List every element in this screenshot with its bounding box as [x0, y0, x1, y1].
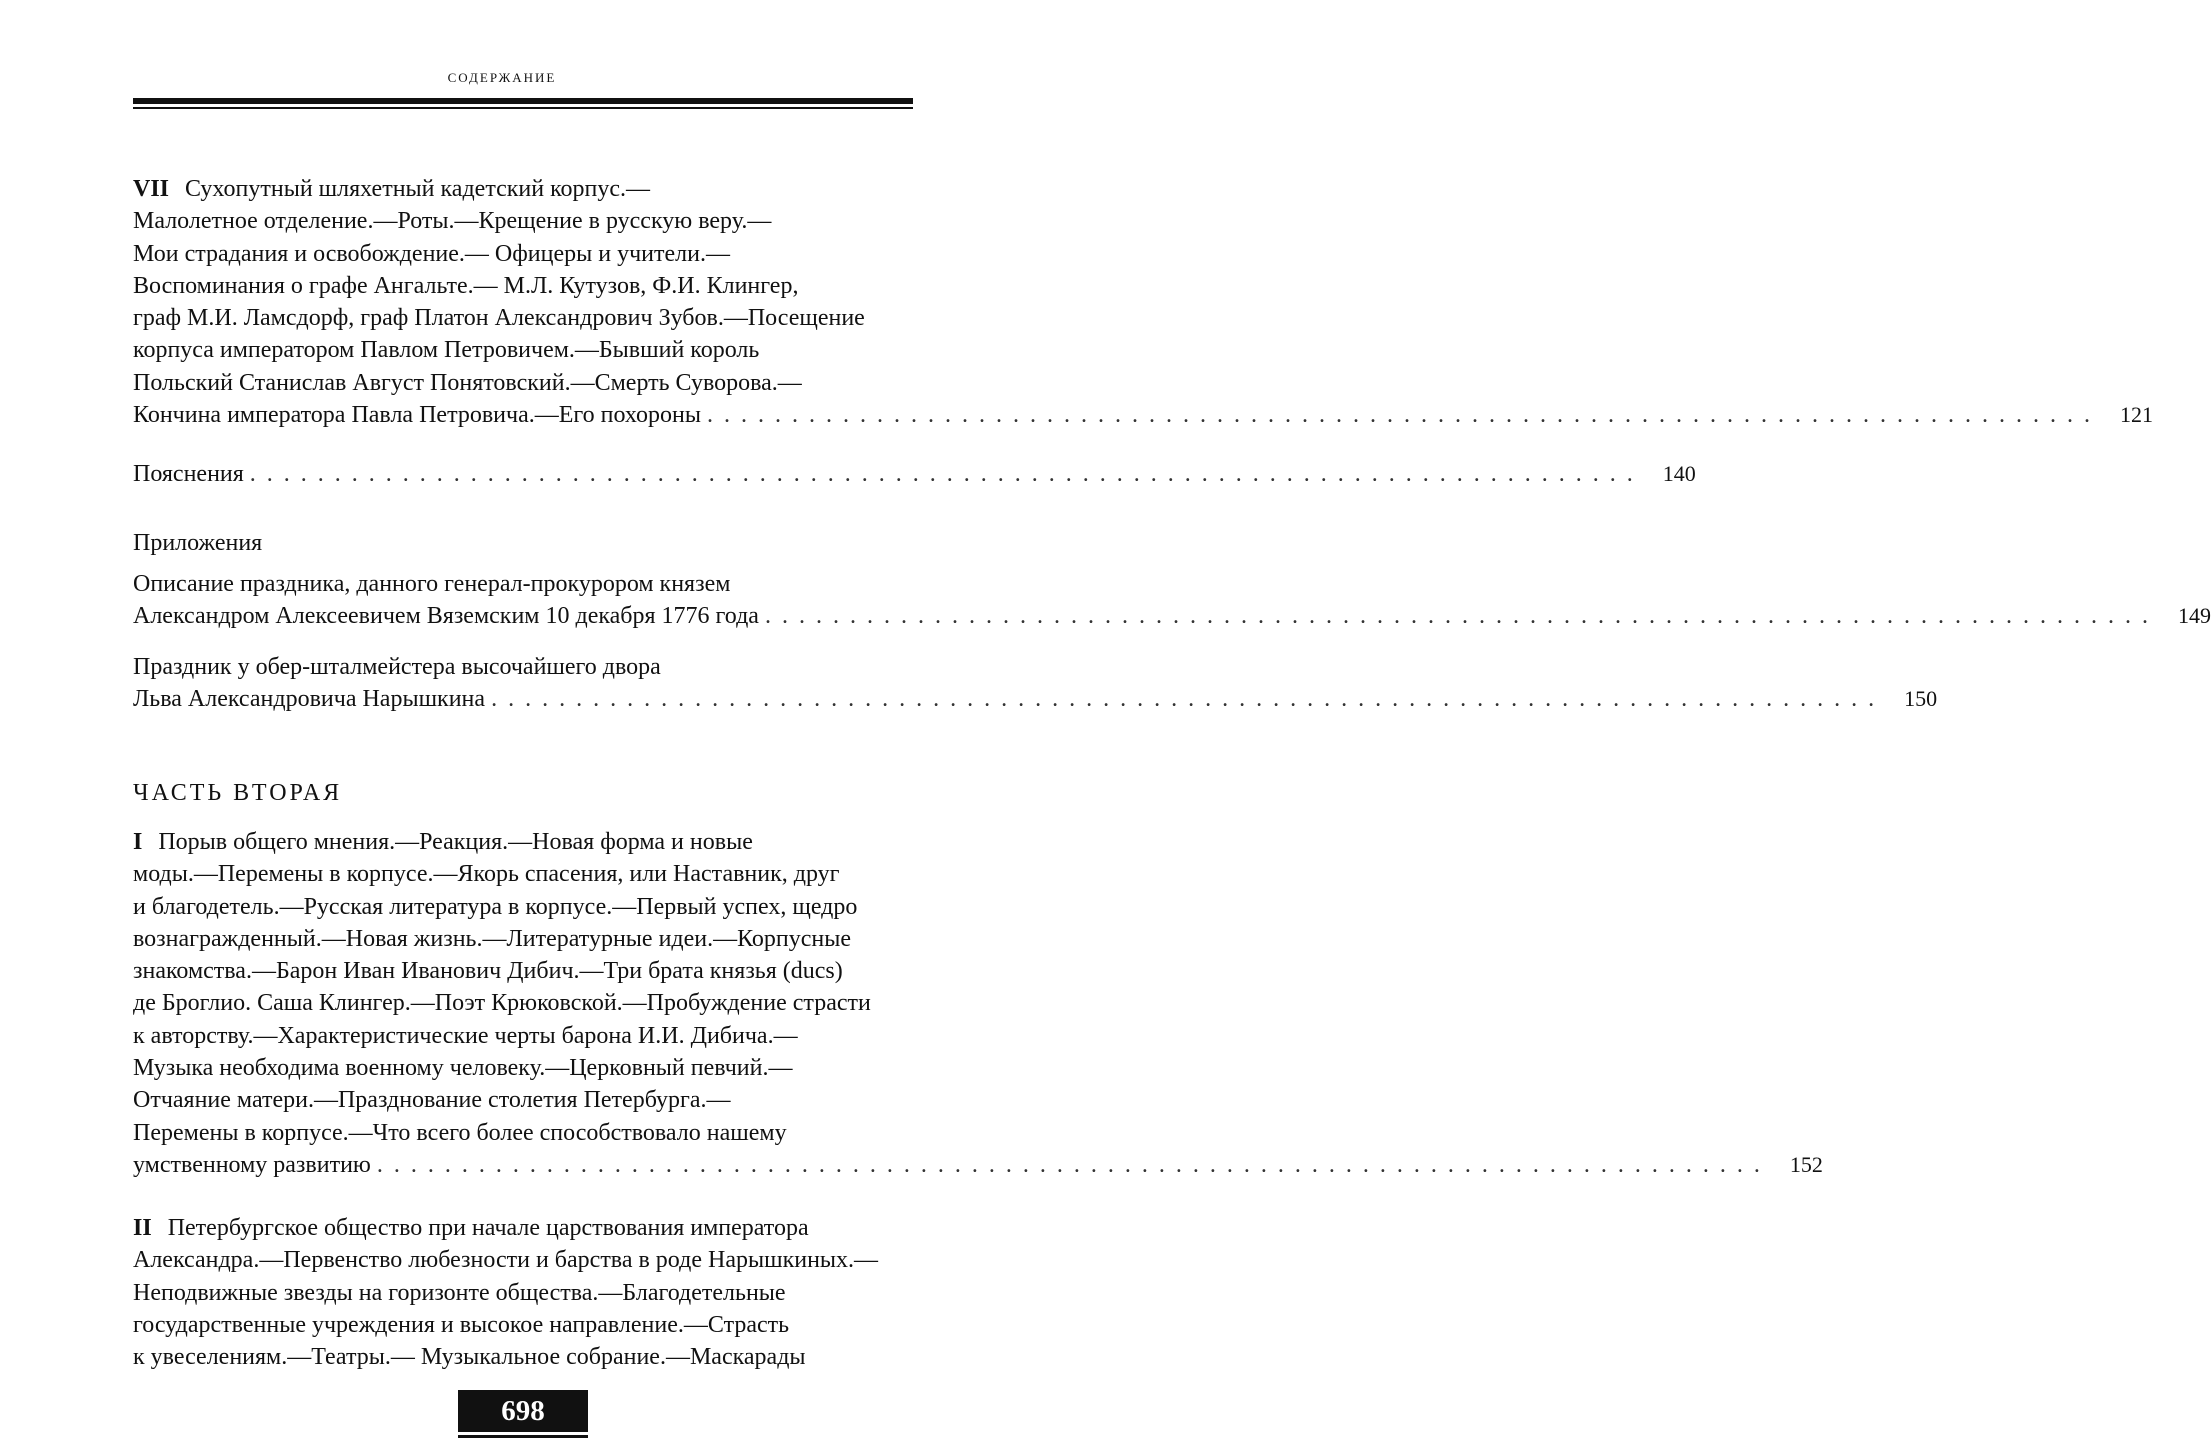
toc-line: Праздник у обер-шталмейстера высочайшего двора	[133, 654, 661, 680]
page-number: 140	[1662, 461, 1696, 486]
page-number: 149	[2177, 603, 2211, 629]
toc-line-text: Пояснения	[133, 461, 244, 487]
toc-line	[133, 600, 2211, 632]
part-two-heading: ЧАСТЬ ВТОРАЯ	[133, 780, 343, 806]
toc-line	[133, 826, 913, 858]
toc-entry-notes[interactable]	[133, 458, 1696, 490]
toc-line: Описание праздника, данного генерал-прокурором князем	[133, 571, 731, 597]
dot-leader: ..................................................................................	[249, 461, 1644, 487]
page-number: 121	[2119, 402, 2153, 428]
toc-line: граф М.И. Ламсдорф, граф Платон Александрович Зубов.—Посещение	[133, 305, 865, 332]
header-rule-thin	[133, 107, 913, 109]
chapter-numeral: I	[133, 829, 143, 855]
toc-line	[133, 173, 913, 205]
dot-leader: ..................................................................................	[376, 1151, 1771, 1178]
toc-line: к авторству.—Характеристические черты барона И.И. Дибича.—	[133, 1022, 798, 1049]
toc-line: Отчаяние матери.—Празднование столетия Петербурга.—	[133, 1087, 731, 1114]
dot-leader: ..................................................................................	[491, 686, 1886, 713]
toc-line: Малолетное отделение.—Роты.—Крещение в русскую веру.—	[133, 208, 772, 235]
toc-line: государственные учреждения и высокое направление.—Страсть	[133, 1311, 790, 1338]
toc-line: Перемены в корпусе.—Что всего более способствовало нашему	[133, 1119, 787, 1146]
toc-line: корпуса императором Павлом Петровичем.—Бывший король	[133, 337, 760, 364]
toc-line-text: Александром Алексеевичем Вяземским 10 декабря 1776 года	[133, 603, 759, 630]
toc-line: моды.—Перемены в корпусе.—Якорь спасения, или Наставник, друг	[133, 861, 840, 888]
page-number: 150	[1904, 686, 1938, 712]
toc-line: вознагражденный.—Новая жизнь.—Литературные идеи.—Корпусные	[133, 925, 852, 952]
page-folio: 698	[458, 1390, 588, 1432]
appendices-heading: Приложения	[133, 530, 263, 556]
toc-line-text: Сухопутный шляхетный кадетский корпус.—	[185, 176, 651, 202]
toc-entry-appendix-1[interactable]	[133, 568, 2211, 633]
toc-line: Мои страдания и освобождение.— Офицеры и учители.—	[133, 240, 730, 267]
page-number: 152	[1789, 1151, 1823, 1177]
toc-line: к увеселениям.—Театры.— Музыкальное собрание.—Маскарады	[133, 1344, 806, 1371]
toc-line-text: Льва Александровича Нарышкина	[133, 686, 486, 713]
toc-entry-chapter-vii[interactable]	[133, 173, 2153, 431]
dot-leader: ..................................................................................	[706, 402, 2101, 429]
toc-entry-chapter-ii[interactable]	[133, 1212, 913, 1373]
chapter-numeral: VII	[133, 176, 170, 202]
toc-line: Польский Станислав Август Понятовский.—Смерть Суворова.—	[133, 369, 802, 396]
toc-entry-appendix-2[interactable]	[133, 651, 1938, 716]
toc-line	[133, 1212, 913, 1244]
toc-line: де Броглио. Саша Клингер.—Поэт Крюковской.—Пробуждение страсти	[133, 990, 871, 1017]
toc-line	[133, 458, 1696, 490]
toc-line-text: Порыв общего мнения.—Реакция.—Новая форма и новые	[158, 829, 753, 855]
toc-line-text: Петербургское общество при начале царствования императора	[167, 1215, 809, 1241]
toc-line: Музыка необходима военному человеку.—Церковный певчий.—	[133, 1055, 793, 1082]
toc-line: знакомства.—Барон Иван Иванович Дибич.—Три брата князья (ducs)	[133, 958, 843, 985]
toc-line-text: умственному развитию	[133, 1151, 371, 1178]
toc-line: и благодетель.—Русская литература в корпусе.—Первый успех, щедро	[133, 893, 858, 920]
toc-line: Воспоминания о графе Ангальте.— М.Л. Кутузов, Ф.И. Клингер,	[133, 272, 799, 299]
toc-line: Неподвижные звезды на горизонте общества.—Благодетельные	[133, 1279, 786, 1306]
header-rule-thick	[133, 98, 913, 104]
chapter-numeral: II	[133, 1215, 152, 1241]
toc-line: Александра.—Первенство любезности и барства в роде Нарышкиных.—	[133, 1247, 879, 1274]
toc-entry-chapter-i[interactable]	[133, 826, 1823, 1181]
toc-line	[133, 683, 1938, 715]
dot-leader: ..................................................................................	[764, 603, 2159, 630]
toc-line	[133, 1149, 1823, 1181]
toc-line	[133, 399, 2153, 431]
toc-line-text: Кончина императора Павла Петровича.—Его похороны	[133, 402, 701, 429]
running-head: СОДЕРЖАНИЕ	[447, 70, 557, 85]
folio-rule	[458, 1435, 588, 1438]
